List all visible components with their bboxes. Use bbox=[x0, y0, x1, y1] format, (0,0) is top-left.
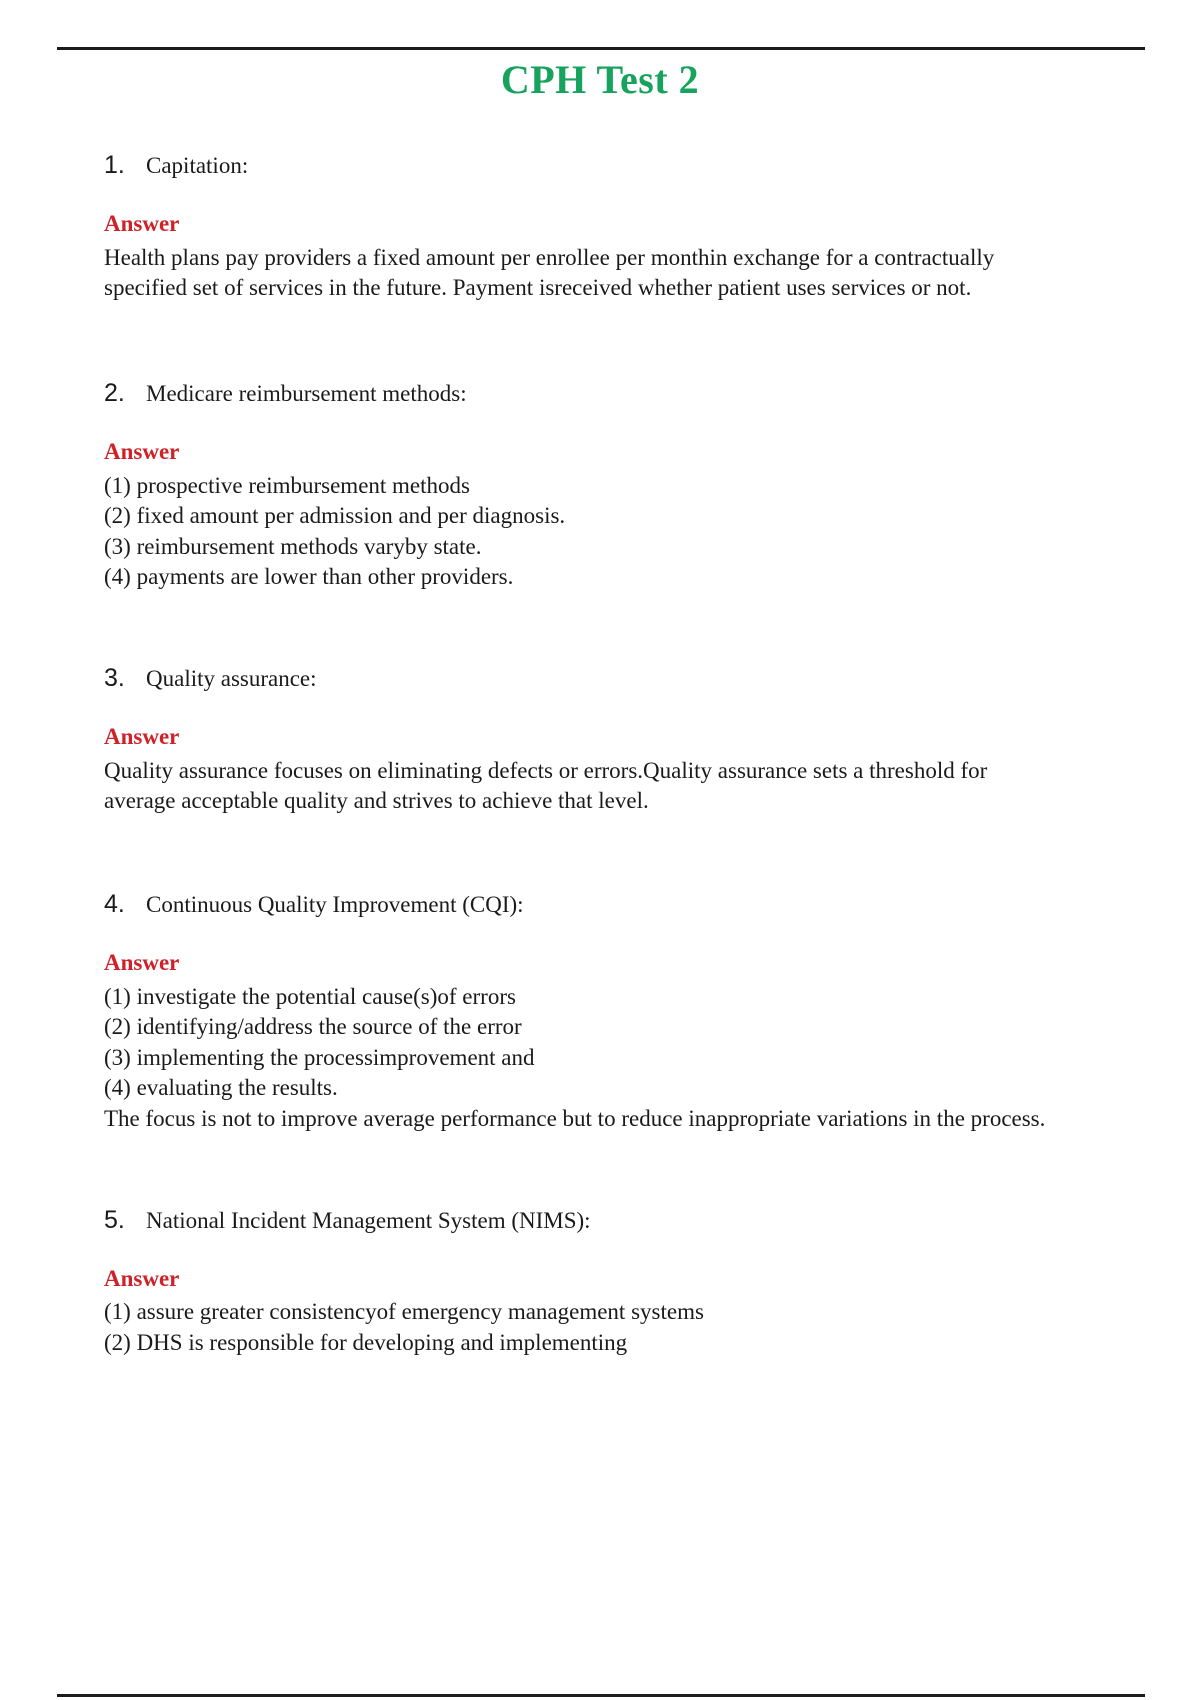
answer-line: (1) prospective reimbursement methods bbox=[104, 472, 470, 498]
question-text-5: National Incident Management System (NIMS): bbox=[146, 1207, 591, 1233]
answer-line: (4) payments are lower than other providers. bbox=[104, 564, 514, 590]
qa-block-2 bbox=[104, 378, 1064, 593]
answer-line: (1) assure greater consistencyof emergency management systems bbox=[104, 1299, 704, 1325]
answer-line: (1) investigate the potential cause(s)of errors bbox=[104, 983, 516, 1009]
question-heading-1 bbox=[104, 150, 1064, 180]
question-number-4: 4. bbox=[104, 889, 125, 918]
question-text-3: Quality assurance: bbox=[146, 665, 317, 691]
section-gap bbox=[104, 839, 1064, 889]
page-title: CPH Test 2 bbox=[500, 57, 700, 102]
question-heading-5 bbox=[104, 1205, 1064, 1235]
answer-line: (3) reimbursement methods varyby state. bbox=[104, 533, 482, 559]
answer-label-2: Answer bbox=[104, 438, 180, 464]
answer-body-1 bbox=[104, 243, 1064, 304]
question-text-2: Medicare reimbursement methods: bbox=[146, 380, 467, 406]
answer-label-4: Answer bbox=[104, 949, 180, 975]
answer-line: (3) implementing the processimprovement and bbox=[104, 1044, 535, 1070]
answer-line: Health plans pay providers a fixed amount per enrollee per monthin exchange for a contractually specified set of services in the future. Payment isreceived whether patient uses services or not. bbox=[104, 244, 995, 301]
question-text-1: Capitation: bbox=[146, 153, 249, 178]
qa-block-3 bbox=[104, 663, 1064, 817]
answer-line: The focus is not to improve average performance but to reduce inappropriate variations in the process. bbox=[104, 1105, 1046, 1131]
answer-label-5: Answer bbox=[104, 1265, 180, 1291]
question-number-5: 5. bbox=[104, 1205, 125, 1234]
answer-body-5 bbox=[104, 1297, 1064, 1358]
qa-block-4 bbox=[104, 889, 1064, 1135]
question-number-2: 2. bbox=[104, 378, 125, 407]
answer-line: (2) fixed amount per admission and per diagnosis. bbox=[104, 503, 566, 529]
answer-line: (2) DHS is responsible for developing and implementing bbox=[104, 1329, 628, 1355]
answer-line: (4) evaluating the results. bbox=[104, 1075, 338, 1101]
footer-rule bbox=[57, 1694, 1145, 1697]
answer-line: (2) identifying/address the source of the error bbox=[104, 1014, 522, 1040]
section-gap bbox=[104, 326, 1064, 378]
question-heading-4 bbox=[104, 889, 1064, 919]
answer-label-1: Answer bbox=[104, 211, 180, 236]
question-number-1: 1. bbox=[104, 151, 125, 179]
question-heading-2 bbox=[104, 378, 1064, 408]
question-heading-3 bbox=[104, 663, 1064, 693]
question-text-4: Continuous Quality Improvement (CQI): bbox=[146, 891, 524, 917]
qa-block-1 bbox=[104, 150, 1064, 304]
answer-body-3 bbox=[104, 756, 1064, 817]
section-gap bbox=[104, 1157, 1064, 1205]
answer-body-4 bbox=[104, 982, 1064, 1135]
qa-block-5 bbox=[104, 1205, 1064, 1359]
question-number-3: 3. bbox=[104, 663, 125, 692]
answer-body-2 bbox=[104, 471, 1064, 593]
question-list bbox=[104, 150, 1064, 1380]
answer-label-3: Answer bbox=[104, 723, 180, 749]
header-rule bbox=[57, 47, 1145, 50]
answer-line: Quality assurance focuses on eliminating defects or errors.Quality assurance sets a threshold for average acceptable quality and strives to achieve that level. bbox=[104, 757, 988, 814]
section-gap bbox=[104, 615, 1064, 663]
